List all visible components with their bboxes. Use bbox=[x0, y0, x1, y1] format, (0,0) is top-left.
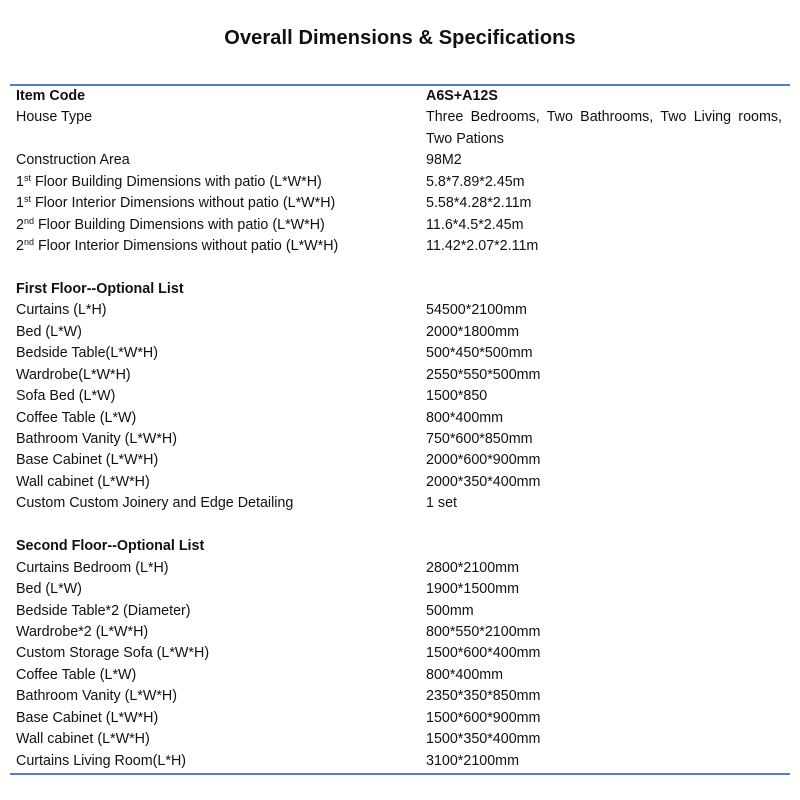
item-value: 800*400mm bbox=[426, 666, 504, 683]
spec-label-text: Floor Interior Dimensions without patio (L*W*H) bbox=[30, 195, 336, 212]
table-row bbox=[0, 343, 800, 364]
item-label: Curtains Living Room(L*H) bbox=[16, 752, 187, 769]
item-label: Bedside Table(L*W*H) bbox=[16, 345, 158, 362]
table-row bbox=[0, 708, 800, 729]
item-value: 2000*1800mm bbox=[426, 323, 519, 340]
spec-row-floor1-with-patio bbox=[0, 172, 800, 193]
floor-number: 2 bbox=[16, 216, 24, 233]
table-row bbox=[0, 729, 800, 750]
item-value: 1 set bbox=[426, 495, 457, 512]
table-row bbox=[0, 429, 800, 450]
item-code-label: Item Code bbox=[16, 88, 86, 104]
spec-value: 5.8*7.89*2.45m bbox=[426, 173, 525, 190]
item-value: 800*550*2100mm bbox=[426, 623, 541, 640]
spec-label-text: Floor Building Dimensions with patio (L*W*H) bbox=[30, 173, 322, 190]
item-label: Base Cabinet (L*W*H) bbox=[16, 452, 159, 469]
item-label: Coffee Table (L*W) bbox=[16, 409, 137, 426]
spec-value: 98M2 bbox=[426, 152, 462, 169]
table-row bbox=[0, 300, 800, 321]
table-row bbox=[0, 365, 800, 386]
table-row bbox=[0, 579, 800, 600]
spacer-row bbox=[0, 515, 800, 536]
section-heading-first-floor bbox=[0, 279, 800, 300]
item-label: Curtains Bedroom (L*H) bbox=[16, 559, 169, 576]
item-label: Bathroom Vanity (L*W*H) bbox=[16, 431, 178, 448]
table-row bbox=[0, 601, 800, 622]
item-value: 1900*1500mm bbox=[426, 581, 519, 598]
item-label: Wardrobe(L*W*H) bbox=[16, 366, 131, 383]
spec-value: 11.6*4.5*2.45m bbox=[426, 216, 524, 233]
item-label: Curtains (L*H) bbox=[16, 302, 107, 319]
ordinal-suffix: st bbox=[23, 194, 31, 205]
ordinal-suffix: nd bbox=[23, 237, 34, 248]
item-label: Custom Custom Joinery and Edge Detailing bbox=[16, 495, 294, 512]
table-row bbox=[0, 322, 800, 343]
spec-label bbox=[16, 236, 338, 257]
item-value: 2800*2100mm bbox=[426, 559, 519, 576]
spec-row-floor1-without-patio bbox=[0, 193, 800, 214]
item-label: Bedside Table*2 (Diameter) bbox=[16, 602, 191, 619]
section-heading-second-floor bbox=[0, 536, 800, 557]
table-row bbox=[0, 493, 800, 514]
item-code-value: A6S+A12S bbox=[426, 88, 498, 104]
page-title: Overall Dimensions & Specifications bbox=[224, 27, 576, 49]
item-value: 750*600*850mm bbox=[426, 431, 533, 448]
floor-number: 1 bbox=[16, 195, 24, 212]
table-row bbox=[0, 686, 800, 707]
item-label: Wall cabinet (L*W*H) bbox=[16, 473, 150, 490]
spec-label bbox=[16, 215, 325, 236]
spec-label bbox=[16, 193, 335, 214]
item-value: 1500*600*400mm bbox=[426, 645, 541, 662]
spacer-row bbox=[0, 258, 800, 279]
table-header-row bbox=[0, 86, 800, 107]
spec-table bbox=[0, 86, 800, 772]
item-value: 2550*550*500mm bbox=[426, 366, 541, 383]
table-row bbox=[0, 408, 800, 429]
item-value: 1500*600*900mm bbox=[426, 709, 541, 726]
table-row bbox=[0, 751, 800, 772]
table-row bbox=[0, 472, 800, 493]
item-value: 2350*350*850mm bbox=[426, 688, 541, 705]
item-label: Bathroom Vanity (L*W*H) bbox=[16, 688, 178, 705]
item-value: 3100*2100mm bbox=[426, 752, 519, 769]
item-value: 54500*2100mm bbox=[426, 302, 527, 319]
table-row bbox=[0, 386, 800, 407]
item-label: Wall cabinet (L*W*H) bbox=[16, 731, 150, 748]
spec-label: Construction Area bbox=[16, 152, 130, 169]
item-label: Base Cabinet (L*W*H) bbox=[16, 709, 159, 726]
spec-label-text: Floor Interior Dimensions without patio (L*W*H) bbox=[33, 238, 339, 255]
floor-number: 1 bbox=[16, 173, 24, 190]
section-heading: Second Floor--Optional List bbox=[16, 538, 205, 555]
section-heading: First Floor--Optional List bbox=[16, 280, 184, 297]
spec-label: House Type bbox=[16, 109, 93, 126]
spec-value: 5.58*4.28*2.11m bbox=[426, 195, 532, 212]
item-value: 500mm bbox=[426, 602, 474, 619]
table-row bbox=[0, 622, 800, 643]
spec-value: 11.42*2.07*2.11m bbox=[426, 238, 539, 255]
item-value: 2000*350*400mm bbox=[426, 473, 541, 490]
item-label: Wardrobe*2 (L*W*H) bbox=[16, 623, 149, 640]
table-row bbox=[0, 450, 800, 471]
spec-value: Three Bedrooms, Two Bathrooms, Two Living rooms, Two Pations bbox=[426, 109, 782, 147]
item-label: Bed (L*W) bbox=[16, 323, 82, 340]
item-value: 2000*600*900mm bbox=[426, 452, 541, 469]
item-label: Coffee Table (L*W) bbox=[16, 666, 137, 683]
spec-label-text: Floor Building Dimensions with patio (L*W*H) bbox=[33, 216, 325, 233]
item-label: Custom Storage Sofa (L*W*H) bbox=[16, 645, 210, 662]
table-row bbox=[0, 643, 800, 664]
item-value: 500*450*500mm bbox=[426, 345, 533, 362]
spec-row-construction-area bbox=[0, 150, 800, 171]
ordinal-suffix: st bbox=[23, 172, 31, 183]
table-row bbox=[0, 665, 800, 686]
item-value: 800*400mm bbox=[426, 409, 504, 426]
item-label: Sofa Bed (L*W) bbox=[16, 388, 116, 405]
ordinal-suffix: nd bbox=[23, 215, 34, 226]
item-label: Bed (L*W) bbox=[16, 581, 82, 598]
item-value: 1500*850 bbox=[426, 388, 488, 405]
item-value: 1500*350*400mm bbox=[426, 731, 541, 748]
spec-row-floor2-without-patio bbox=[0, 236, 800, 257]
spec-row-floor2-with-patio bbox=[0, 215, 800, 236]
table-row bbox=[0, 558, 800, 579]
spec-label bbox=[16, 172, 322, 193]
spec-row-house-type bbox=[0, 107, 800, 150]
table-bottom-rule bbox=[10, 773, 790, 775]
floor-number: 2 bbox=[16, 238, 24, 255]
